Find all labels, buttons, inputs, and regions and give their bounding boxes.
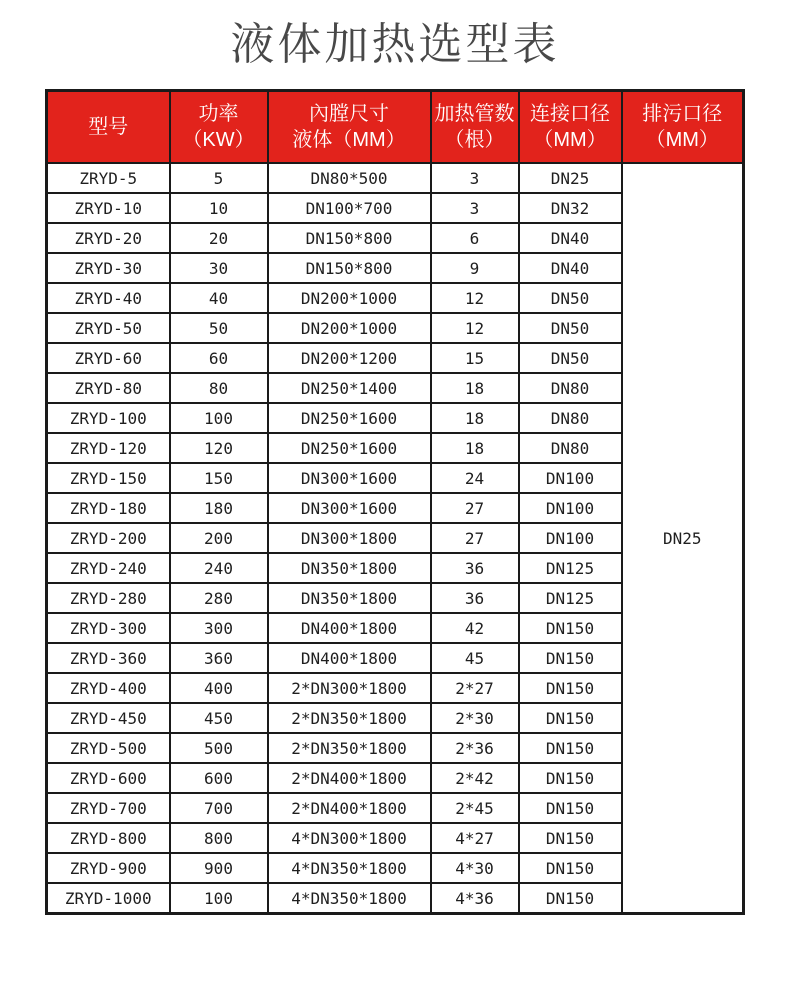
cell-power: 450: [170, 703, 268, 733]
cell-chamber-size: 2*DN300*1800: [268, 673, 431, 703]
cell-model: ZRYD-60: [47, 343, 170, 373]
cell-tube-count: 2*36: [431, 733, 519, 763]
cell-power: 100: [170, 403, 268, 433]
cell-connection-diameter: DN25: [519, 163, 622, 193]
column-header-line: 型号: [88, 116, 129, 138]
cell-chamber-size: DN80*500: [268, 163, 431, 193]
cell-connection-diameter: DN150: [519, 703, 622, 733]
cell-model: ZRYD-5: [47, 163, 170, 193]
cell-model: ZRYD-280: [47, 583, 170, 613]
cell-model: ZRYD-50: [47, 313, 170, 343]
cell-tube-count: 3: [431, 163, 519, 193]
table-row: [47, 163, 744, 193]
cell-model: ZRYD-40: [47, 283, 170, 313]
cell-model: ZRYD-10: [47, 193, 170, 223]
column-header-line: （MM）: [645, 129, 719, 151]
cell-connection-diameter: DN80: [519, 373, 622, 403]
cell-chamber-size: 2*DN350*1800: [268, 703, 431, 733]
cell-chamber-size: DN200*1000: [268, 313, 431, 343]
cell-connection-diameter: DN32: [519, 193, 622, 223]
cell-power: 300: [170, 613, 268, 643]
cell-connection-diameter: DN150: [519, 883, 622, 914]
cell-connection-diameter: DN80: [519, 403, 622, 433]
cell-connection-diameter: DN150: [519, 793, 622, 823]
cell-power: 700: [170, 793, 268, 823]
cell-power: 100: [170, 883, 268, 914]
cell-connection-diameter: DN125: [519, 553, 622, 583]
column-header-drain-diameter: [622, 91, 744, 164]
cell-model: ZRYD-240: [47, 553, 170, 583]
cell-tube-count: 27: [431, 493, 519, 523]
column-header-line: （KW）: [182, 129, 255, 151]
column-header-line: 液体（MM）: [292, 129, 406, 151]
cell-tube-count: 6: [431, 223, 519, 253]
cell-power: 800: [170, 823, 268, 853]
cell-chamber-size: 4*DN350*1800: [268, 883, 431, 914]
cell-chamber-size: DN100*700: [268, 193, 431, 223]
cell-connection-diameter: DN150: [519, 613, 622, 643]
cell-power: 900: [170, 853, 268, 883]
cell-power: 180: [170, 493, 268, 523]
page-title: 液体加热选型表: [230, 20, 560, 69]
cell-connection-diameter: DN150: [519, 643, 622, 673]
cell-power: 500: [170, 733, 268, 763]
cell-power: 5: [170, 163, 268, 193]
cell-chamber-size: 2*DN350*1800: [268, 733, 431, 763]
cell-connection-diameter: DN50: [519, 283, 622, 313]
cell-model: ZRYD-500: [47, 733, 170, 763]
cell-connection-diameter: DN150: [519, 853, 622, 883]
cell-chamber-size: DN350*1800: [268, 553, 431, 583]
cell-tube-count: 4*30: [431, 853, 519, 883]
selection-table: [45, 89, 745, 915]
cell-tube-count: 2*27: [431, 673, 519, 703]
cell-tube-count: 18: [431, 373, 519, 403]
cell-model: ZRYD-30: [47, 253, 170, 283]
cell-connection-diameter: DN80: [519, 433, 622, 463]
cell-chamber-size: 2*DN400*1800: [268, 793, 431, 823]
cell-model: ZRYD-150: [47, 463, 170, 493]
cell-connection-diameter: DN150: [519, 673, 622, 703]
column-header-line: （根）: [444, 129, 505, 151]
cell-model: ZRYD-800: [47, 823, 170, 853]
cell-tube-count: 12: [431, 313, 519, 343]
cell-chamber-size: DN250*1600: [268, 433, 431, 463]
cell-model: ZRYD-400: [47, 673, 170, 703]
cell-chamber-size: 2*DN400*1800: [268, 763, 431, 793]
cell-chamber-size: DN200*1000: [268, 283, 431, 313]
cell-connection-diameter: DN150: [519, 763, 622, 793]
cell-chamber-size: 4*DN350*1800: [268, 853, 431, 883]
cell-tube-count: 27: [431, 523, 519, 553]
cell-power: 360: [170, 643, 268, 673]
cell-tube-count: 18: [431, 403, 519, 433]
cell-chamber-size: DN250*1600: [268, 403, 431, 433]
cell-tube-count: 18: [431, 433, 519, 463]
cell-power: 40: [170, 283, 268, 313]
column-header-line: 加热管数: [434, 103, 515, 125]
cell-model: ZRYD-700: [47, 793, 170, 823]
cell-connection-diameter: DN150: [519, 823, 622, 853]
cell-tube-count: 45: [431, 643, 519, 673]
cell-tube-count: 24: [431, 463, 519, 493]
cell-power: 80: [170, 373, 268, 403]
cell-model: ZRYD-200: [47, 523, 170, 553]
column-header-line: 內膛尺寸: [309, 103, 389, 125]
cell-chamber-size: DN400*1800: [268, 613, 431, 643]
cell-connection-diameter: DN50: [519, 313, 622, 343]
cell-chamber-size: 4*DN300*1800: [268, 823, 431, 853]
cell-power: 10: [170, 193, 268, 223]
cell-model: ZRYD-900: [47, 853, 170, 883]
column-header-line: 功率: [198, 103, 239, 125]
cell-chamber-size: DN300*1800: [268, 523, 431, 553]
cell-power: 200: [170, 523, 268, 553]
cell-power: 400: [170, 673, 268, 703]
cell-chamber-size: DN400*1800: [268, 643, 431, 673]
cell-chamber-size: DN300*1600: [268, 463, 431, 493]
cell-tube-count: 36: [431, 553, 519, 583]
cell-tube-count: 2*30: [431, 703, 519, 733]
cell-tube-count: 42: [431, 613, 519, 643]
column-header-model: [47, 91, 170, 164]
cell-tube-count: 12: [431, 283, 519, 313]
table-header-row: [47, 91, 744, 164]
cell-power: 280: [170, 583, 268, 613]
cell-chamber-size: DN350*1800: [268, 583, 431, 613]
column-header-power: [170, 91, 268, 164]
cell-tube-count: 2*42: [431, 763, 519, 793]
cell-power: 50: [170, 313, 268, 343]
column-header-chamber-size: [268, 91, 431, 164]
cell-model: ZRYD-120: [47, 433, 170, 463]
cell-power: 30: [170, 253, 268, 283]
cell-model: ZRYD-20: [47, 223, 170, 253]
cell-power: 600: [170, 763, 268, 793]
cell-power: 120: [170, 433, 268, 463]
cell-chamber-size: DN150*800: [268, 223, 431, 253]
cell-connection-diameter: DN100: [519, 523, 622, 553]
cell-model: ZRYD-300: [47, 613, 170, 643]
cell-tube-count: 15: [431, 343, 519, 373]
column-header-line: 排污口径: [642, 103, 723, 125]
cell-power: 20: [170, 223, 268, 253]
cell-tube-count: 9: [431, 253, 519, 283]
cell-power: 150: [170, 463, 268, 493]
cell-model: ZRYD-450: [47, 703, 170, 733]
cell-drain-diameter-merged: DN25: [622, 163, 744, 914]
column-header-connection-diameter: [519, 91, 622, 164]
cell-tube-count: 3: [431, 193, 519, 223]
cell-chamber-size: DN150*800: [268, 253, 431, 283]
column-header-line: （MM）: [533, 129, 607, 151]
cell-connection-diameter: DN150: [519, 733, 622, 763]
cell-connection-diameter: DN50: [519, 343, 622, 373]
table-body: [47, 163, 744, 914]
cell-model: ZRYD-80: [47, 373, 170, 403]
cell-model: ZRYD-100: [47, 403, 170, 433]
cell-connection-diameter: DN40: [519, 223, 622, 253]
cell-model: ZRYD-1000: [47, 883, 170, 914]
cell-model: ZRYD-360: [47, 643, 170, 673]
cell-tube-count: 4*36: [431, 883, 519, 914]
cell-chamber-size: DN200*1200: [268, 343, 431, 373]
cell-connection-diameter: DN100: [519, 493, 622, 523]
cell-power: 240: [170, 553, 268, 583]
cell-model: ZRYD-180: [47, 493, 170, 523]
cell-model: ZRYD-600: [47, 763, 170, 793]
cell-chamber-size: DN250*1400: [268, 373, 431, 403]
column-header-tube-count: [431, 91, 519, 164]
cell-connection-diameter: DN40: [519, 253, 622, 283]
cell-tube-count: 2*45: [431, 793, 519, 823]
cell-power: 60: [170, 343, 268, 373]
cell-connection-diameter: DN125: [519, 583, 622, 613]
cell-connection-diameter: DN100: [519, 463, 622, 493]
column-header-line: 连接口径: [530, 103, 610, 125]
cell-tube-count: 36: [431, 583, 519, 613]
cell-chamber-size: DN300*1600: [268, 493, 431, 523]
cell-tube-count: 4*27: [431, 823, 519, 853]
